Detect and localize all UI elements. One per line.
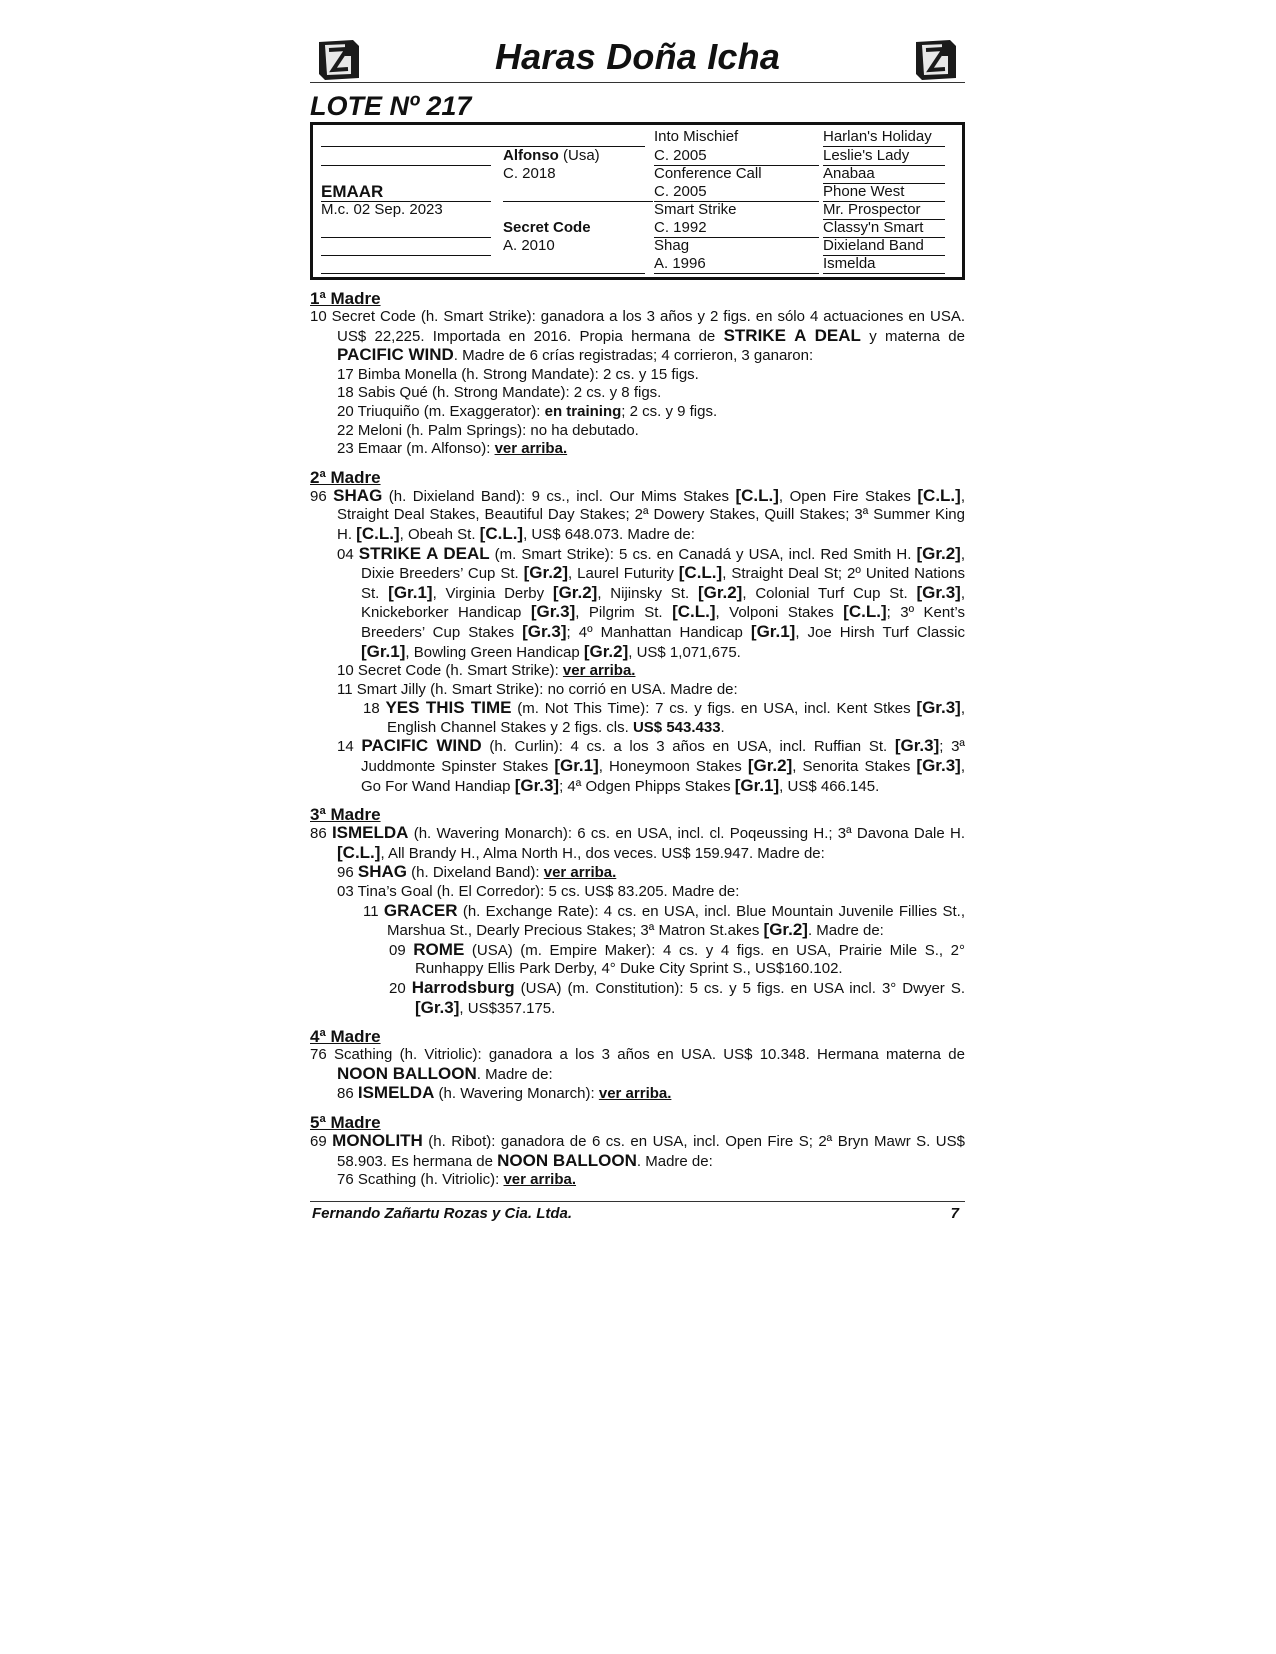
produce-entry: 76 Scathing (h. Vitriolic): ver arriba. (337, 1171, 577, 1189)
page-number: 7 (950, 1204, 959, 1222)
pedigree-ancestor: Leslie's Lady (823, 147, 945, 166)
horse-info: M.c. 02 Sep. 2023 (321, 201, 443, 218)
produce-entry: 86 ISMELDA (h. Wavering Monarch): 6 cs. en USA, incl. cl. Poqeussing H.; 3ª Davona Dale H. [C.L.], All Brandy H., Alma North H., dos veces. US$ 159.947. Madre de: (310, 823, 965, 862)
produce-entry: 11 GRACER (h. Exchange Rate): 4 cs. en USA, incl. Blue Mountain Juvenile Fillies St., Marshua St., Dearly Precious Stakes; 3ª Matron St.akes [Gr.2]. Madre de: (363, 900, 965, 940)
pedigree-ancestor: Mr. Prospector (823, 201, 945, 220)
pedigree-grandsire: Into Mischief (654, 128, 739, 145)
produce-entry: 09 ROME (USA) (m. Empire Maker): 4 cs. y 4 figs. en USA, Prairie Mile S., 2° Runhappy Ellis Park Derby, 4° Duke City Sprint S., US$160.102. (389, 939, 966, 978)
pedigree-sire: Alfonso (Usa) (503, 146, 600, 164)
produce-entry: 03 Tina’s Goal (h. El Corredor): 5 cs. US$ 83.205. Madre de: (337, 883, 740, 901)
pedigree-line (321, 237, 491, 256)
page-footer (310, 1201, 965, 1226)
produce-entry: 23 Emaar (m. Alfonso): ver arriba. (337, 440, 568, 458)
section-title: 5ª Madre (310, 1112, 381, 1132)
produce-entry: 69 MONOLITH (h. Ribot): ganadora de 6 cs. en USA, incl. Open Fire S; 2ª Bryn Mawr S. US$ 58.903. Es hermana de NOON BALLOON. Madre de: (310, 1130, 965, 1170)
pedigree-dam-info: A. 2010 (503, 237, 555, 254)
section-title: 1ª Madre (310, 289, 381, 308)
page-title: Haras Doña Icha (494, 36, 781, 77)
produce-entry: 18 YES THIS TIME (m. Not This Time): 7 cs. y figs. en USA, incl. Kent Stkes [Gr.3], English Channel Stakes y 2 figs. cls. US$ 543.433. (363, 698, 965, 736)
pedigree-ancestor: Anabaa (823, 165, 945, 184)
produce-entry: 96 SHAG (h. Dixeland Band): ver arriba. (337, 862, 617, 882)
section-first-dam (310, 289, 965, 459)
pedigree-grandsire: Smart Strike (654, 201, 737, 218)
section-title: 4ª Madre (310, 1027, 381, 1047)
pedigree-ancestor: Phone West (823, 183, 945, 202)
produce-entry: 20 Harrodsburg (USA) (m. Constitution): 5 cs. y 5 figs. en USA incl. 3° Dwyer S. [Gr.3], US$357.175. (389, 978, 965, 1017)
pedigree-grandsire-info: C. 2005 (654, 147, 819, 166)
pedigree-granddam-info: C. 2005 (654, 183, 819, 202)
pedigree-granddam-info: A. 1996 (654, 255, 819, 274)
produce-entry: 22 Meloni (h. Palm Springs): no ha debutado. (337, 421, 639, 439)
pedigree-ancestor: Harlan's Holiday (823, 128, 945, 147)
pedigree-sire-info: C. 2018 (503, 165, 556, 182)
produce-entry: 10 Secret Code (h. Smart Strike): ganadora a los 3 años y 2 figs. en sólo 4 actuaciones en USA. US$ 22,225. Importada en 2016. Propia hermana de STRIKE A DEAL y materna de PACIFIC WIND. Madre de 6 crías registradas; 4 corrieron, 3 ganaron: (310, 308, 965, 365)
lot-number: LOTE Nº 217 (310, 91, 472, 121)
produce-entry: 18 Sabis Qué (h. Strong Mandate): 2 cs. y 8 figs. (337, 384, 662, 402)
produce-entry: 96 SHAG (h. Dixieland Band): 9 cs., incl. Our Mims Stakes [C.L.], Open Fire Stakes [C.L.], Straight Deal Stakes, Beautiful Day Stakes; 2ª Dowery Stakes, Quill Stakes; 3ª Summer King H. [C.L.], Obeah St. [C.L.], US$ 648.073. Madre de: (310, 485, 965, 543)
pedigree-line (503, 183, 653, 202)
produce-entry: 17 Bimba Monella (h. Strong Mandate): 2 cs. y 15 figs. (337, 365, 699, 383)
pedigree-table (310, 122, 965, 280)
produce-entry: 10 Secret Code (h. Smart Strike): ver arriba. (337, 662, 636, 680)
produce-entry: 11 Smart Jilly (h. Smart Strike): no corrió en USA. Madre de: (337, 680, 738, 698)
page-header (310, 30, 965, 83)
produce-entry: 14 PACIFIC WIND (h. Curlin): 4 cs. a los 3 años en USA, incl. Ruffian St. [Gr.3]; 3ª Juddmonte Spinster Stakes [Gr.1], Honeymoon Stakes [Gr.2], Senorita Stakes [Gr.3], Go For Wand Handiap [Gr.3]; 4ª Odgen Phipps Stakes [Gr.1], US$ 466.145. (337, 736, 965, 795)
pedigree-ancestor: Dixieland Band (823, 237, 945, 256)
pedigree-granddam: Conference Call (654, 165, 762, 182)
section-second-dam (310, 468, 965, 797)
pedigree-line (321, 128, 645, 147)
produce-entry: 86 ISMELDA (h. Wavering Monarch): ver arriba. (337, 1083, 672, 1103)
section-fifth-dam (310, 1113, 965, 1190)
section-title: 3ª Madre (310, 805, 381, 825)
produce-entry: 20 Triuquiño (m. Exaggerator): en training; 2 cs. y 9 figs. (337, 402, 718, 420)
haras-logo-icon (912, 36, 960, 82)
section-title: 2ª Madre (310, 467, 381, 487)
pedigree-dam: Secret Code (503, 219, 591, 236)
pedigree-grandsire-info: C. 1992 (654, 219, 819, 238)
horse-name: EMAAR (321, 183, 491, 202)
catalog-page (310, 30, 965, 1226)
pedigree-line (321, 255, 645, 274)
pedigree-granddam: Shag (654, 237, 690, 254)
produce-entry: 76 Scathing (h. Vitriolic): ganadora a los 3 años en USA. US$ 10.348. Hermana materna de NOON BALLOON. Madre de: (310, 1046, 965, 1083)
section-third-dam (310, 805, 965, 1018)
produce-entry: 04 STRIKE A DEAL (m. Smart Strike): 5 cs. en Canadá y USA, incl. Red Smith H. [Gr.2], Dixie Breeders’ Cup St. [Gr.2], Laurel Futurity [C.L.], Straight Deal St; 2º United Nations St. [Gr.1], Virginia Derby [Gr.2], Nijinsky St. [Gr.2], Colonial Turf Cup St. [Gr.3], Knickeborker Handicap [Gr.3], Pilgrim St. [C.L.], Volponi Stakes [C.L.]; 3º Kent’s Breeders’ Cup Stakes [Gr.3]; 4º Manhattan Handicap [Gr.1], Joe Hirsh Turf Classic [Gr.1], Bowling Green Handicap [Gr.2], US$ 1,071,675. (337, 543, 966, 661)
pedigree-line (321, 147, 491, 166)
pedigree-ancestor: Ismelda (823, 255, 945, 274)
section-fourth-dam (310, 1027, 965, 1104)
pedigree-line (321, 219, 491, 238)
publisher-name: Fernando Zañartu Rozas y Cia. Ltda. (312, 1204, 573, 1222)
pedigree-ancestor: Classy'n Smart (823, 219, 945, 238)
